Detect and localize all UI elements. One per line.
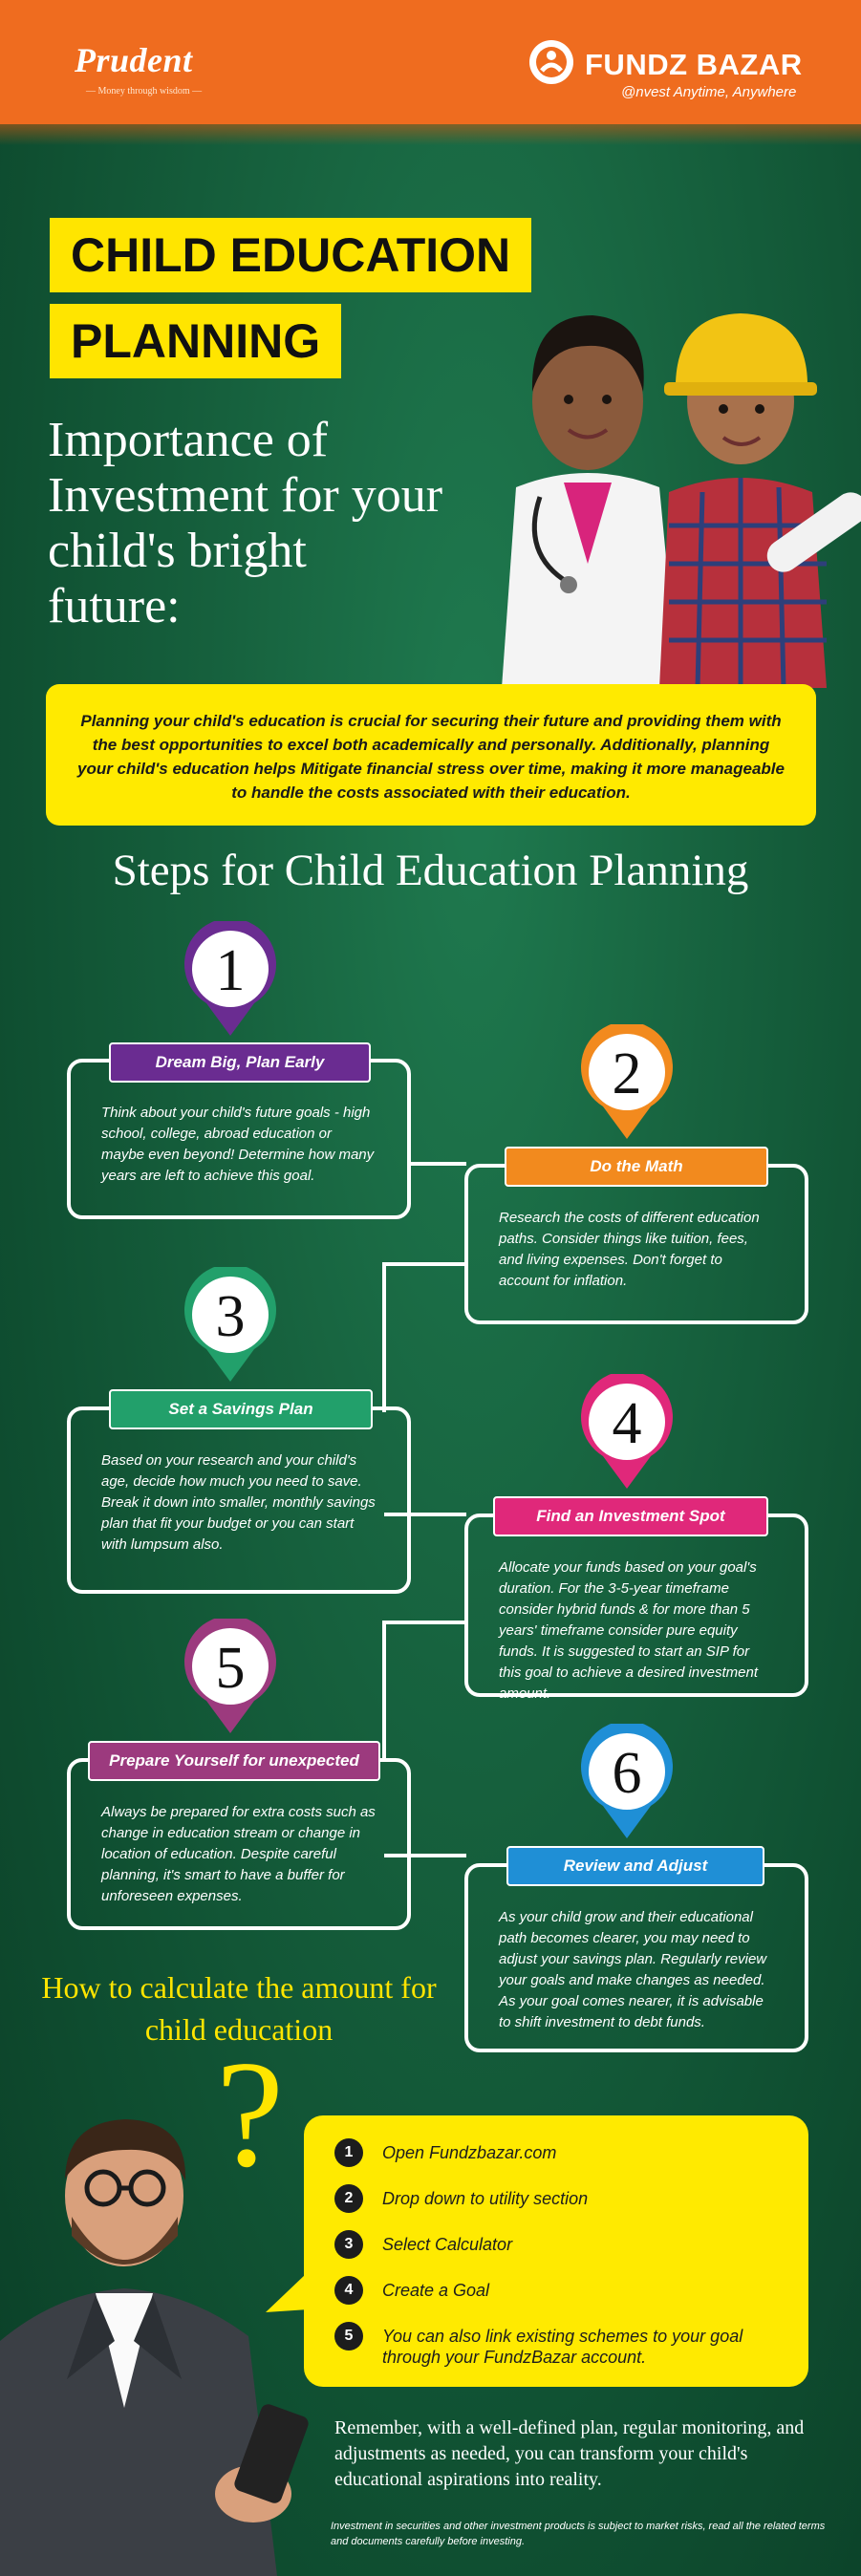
step-5-body: Always be prepared for extra costs such as change in education stream or change in location of education. Despite careful planning, it's smart to have a buffer for unforeseen expenses. xyxy=(101,1804,376,1904)
step-6-title: Review and Adjust xyxy=(506,1846,764,1886)
calc-step-5-text: You can also link existing schemes to your goal through your FundzBazar account. xyxy=(382,2327,743,2367)
step-5-number: 5 xyxy=(215,1636,246,1701)
step-4-card xyxy=(464,1513,808,1702)
steps-title: Steps for Child Education Planning xyxy=(112,846,749,895)
calc-step-1-number: 1 xyxy=(334,2138,363,2167)
fundzbazar-tagline: @nvest Anytime, Anywhere xyxy=(621,84,797,100)
page-title-line1: CHILD EDUCATION xyxy=(50,218,531,292)
step-2-number-pin xyxy=(576,1024,678,1139)
page-title-line2: PLANNING xyxy=(50,304,341,378)
calc-title: How to calculate the amount for child education xyxy=(41,1970,437,2047)
calc-step-3-number: 3 xyxy=(334,2230,363,2259)
man-with-phone-photo xyxy=(0,2093,315,2576)
step-3-card xyxy=(67,1406,411,1594)
calc-step-3-text: Select Calculator xyxy=(382,2235,513,2254)
step-2-body: Research the costs of different education paths. Consider things like tuition, fees, and living expenses. Don't forget to account for inflation. xyxy=(499,1210,760,1289)
step-1-card xyxy=(67,1059,411,1219)
calc-step-1-text: Open Fundzbazar.com xyxy=(382,2143,557,2162)
calc-step-2-number: 2 xyxy=(334,2184,363,2213)
step-2-title: Do the Math xyxy=(505,1147,768,1187)
step-4-number-pin xyxy=(576,1374,678,1489)
step-2-card xyxy=(464,1164,808,1324)
step-1-body: Think about your child's future goals - high school, college, abroad education or maybe even beyond! Determine how many years are left to achieve this goal. xyxy=(101,1105,375,1184)
step-4-number: 4 xyxy=(612,1391,642,1456)
step-5-card xyxy=(67,1758,411,1930)
step-6-body: As your child grow and their educational path becomes clearer, you may need to adjust your savings plan. Regularly review your goals and make changes as needed. As your goal comes nearer, it is advisable to shift investment to debt funds. xyxy=(499,1909,767,2030)
step-3-body: Based on your research and your child's age, decide how much you need to save. Break it down into smaller, monthly savings plan that fit your budget or you can start with lumpsum also. xyxy=(101,1452,376,1553)
step-3-title: Set a Savings Plan xyxy=(109,1389,373,1429)
intro-text: Planning your child's education is crucial for securing their future and providing them with the best opportunities to excel both academically and personally. Additionally, planning your child's education helps Mitigate financial stress over time, making it more manageable to handle the costs associated with their education. xyxy=(46,684,816,826)
step-5-title: Prepare Yourself for unexpected xyxy=(88,1741,380,1781)
calc-step-4-number: 4 xyxy=(334,2276,363,2305)
step-1-number-pin xyxy=(180,921,281,1036)
step-6-card xyxy=(464,1863,808,2052)
calc-step-5-number: 5 xyxy=(334,2322,363,2351)
step-4-body: Allocate your funds based on your goal's duration. For the 3-5-year timeframe consider hybrid funds & for more than 5 years' timeframe consider pure equity funds. It is suggested to start an SIP for this goal to achieve a desired investment amount. xyxy=(499,1559,758,1702)
prudent-tagline: — Money through wisdom — xyxy=(86,86,203,97)
question-mark-icon: ? xyxy=(216,2029,285,2199)
disclaimer: Investment in securities and other investment products is subject to market risks, read all the related terms and documents carefully before investing. xyxy=(331,2521,826,2547)
bubble-tail xyxy=(266,2274,323,2331)
step-6-number: 6 xyxy=(612,1741,642,1806)
step-1-title: Dream Big, Plan Early xyxy=(109,1042,371,1083)
calc-step-4-text: Create a Goal xyxy=(382,2281,490,2300)
calc-step-2-text: Drop down to utility section xyxy=(382,2189,589,2208)
step-3-number: 3 xyxy=(215,1284,246,1349)
subtitle: Importance of Investment for your child's bright future: xyxy=(48,413,443,633)
prudent-logo: Prudent xyxy=(75,41,193,79)
step-2-number: 2 xyxy=(612,1041,642,1106)
step-1-number: 1 xyxy=(215,938,246,1003)
step-3-number-pin xyxy=(180,1267,281,1382)
step-5-number-pin xyxy=(180,1619,281,1733)
step-4-title: Find an Investment Spot xyxy=(493,1496,768,1536)
step-6-number-pin xyxy=(576,1724,678,1838)
fundzbazar-brand: FUNDZ BAZAR xyxy=(585,48,803,81)
closing-remark: Remember, with a well-defined plan, regular monitoring, and adjustments as needed, you can transform your child's educational aspirations into reality. xyxy=(334,2417,805,2490)
